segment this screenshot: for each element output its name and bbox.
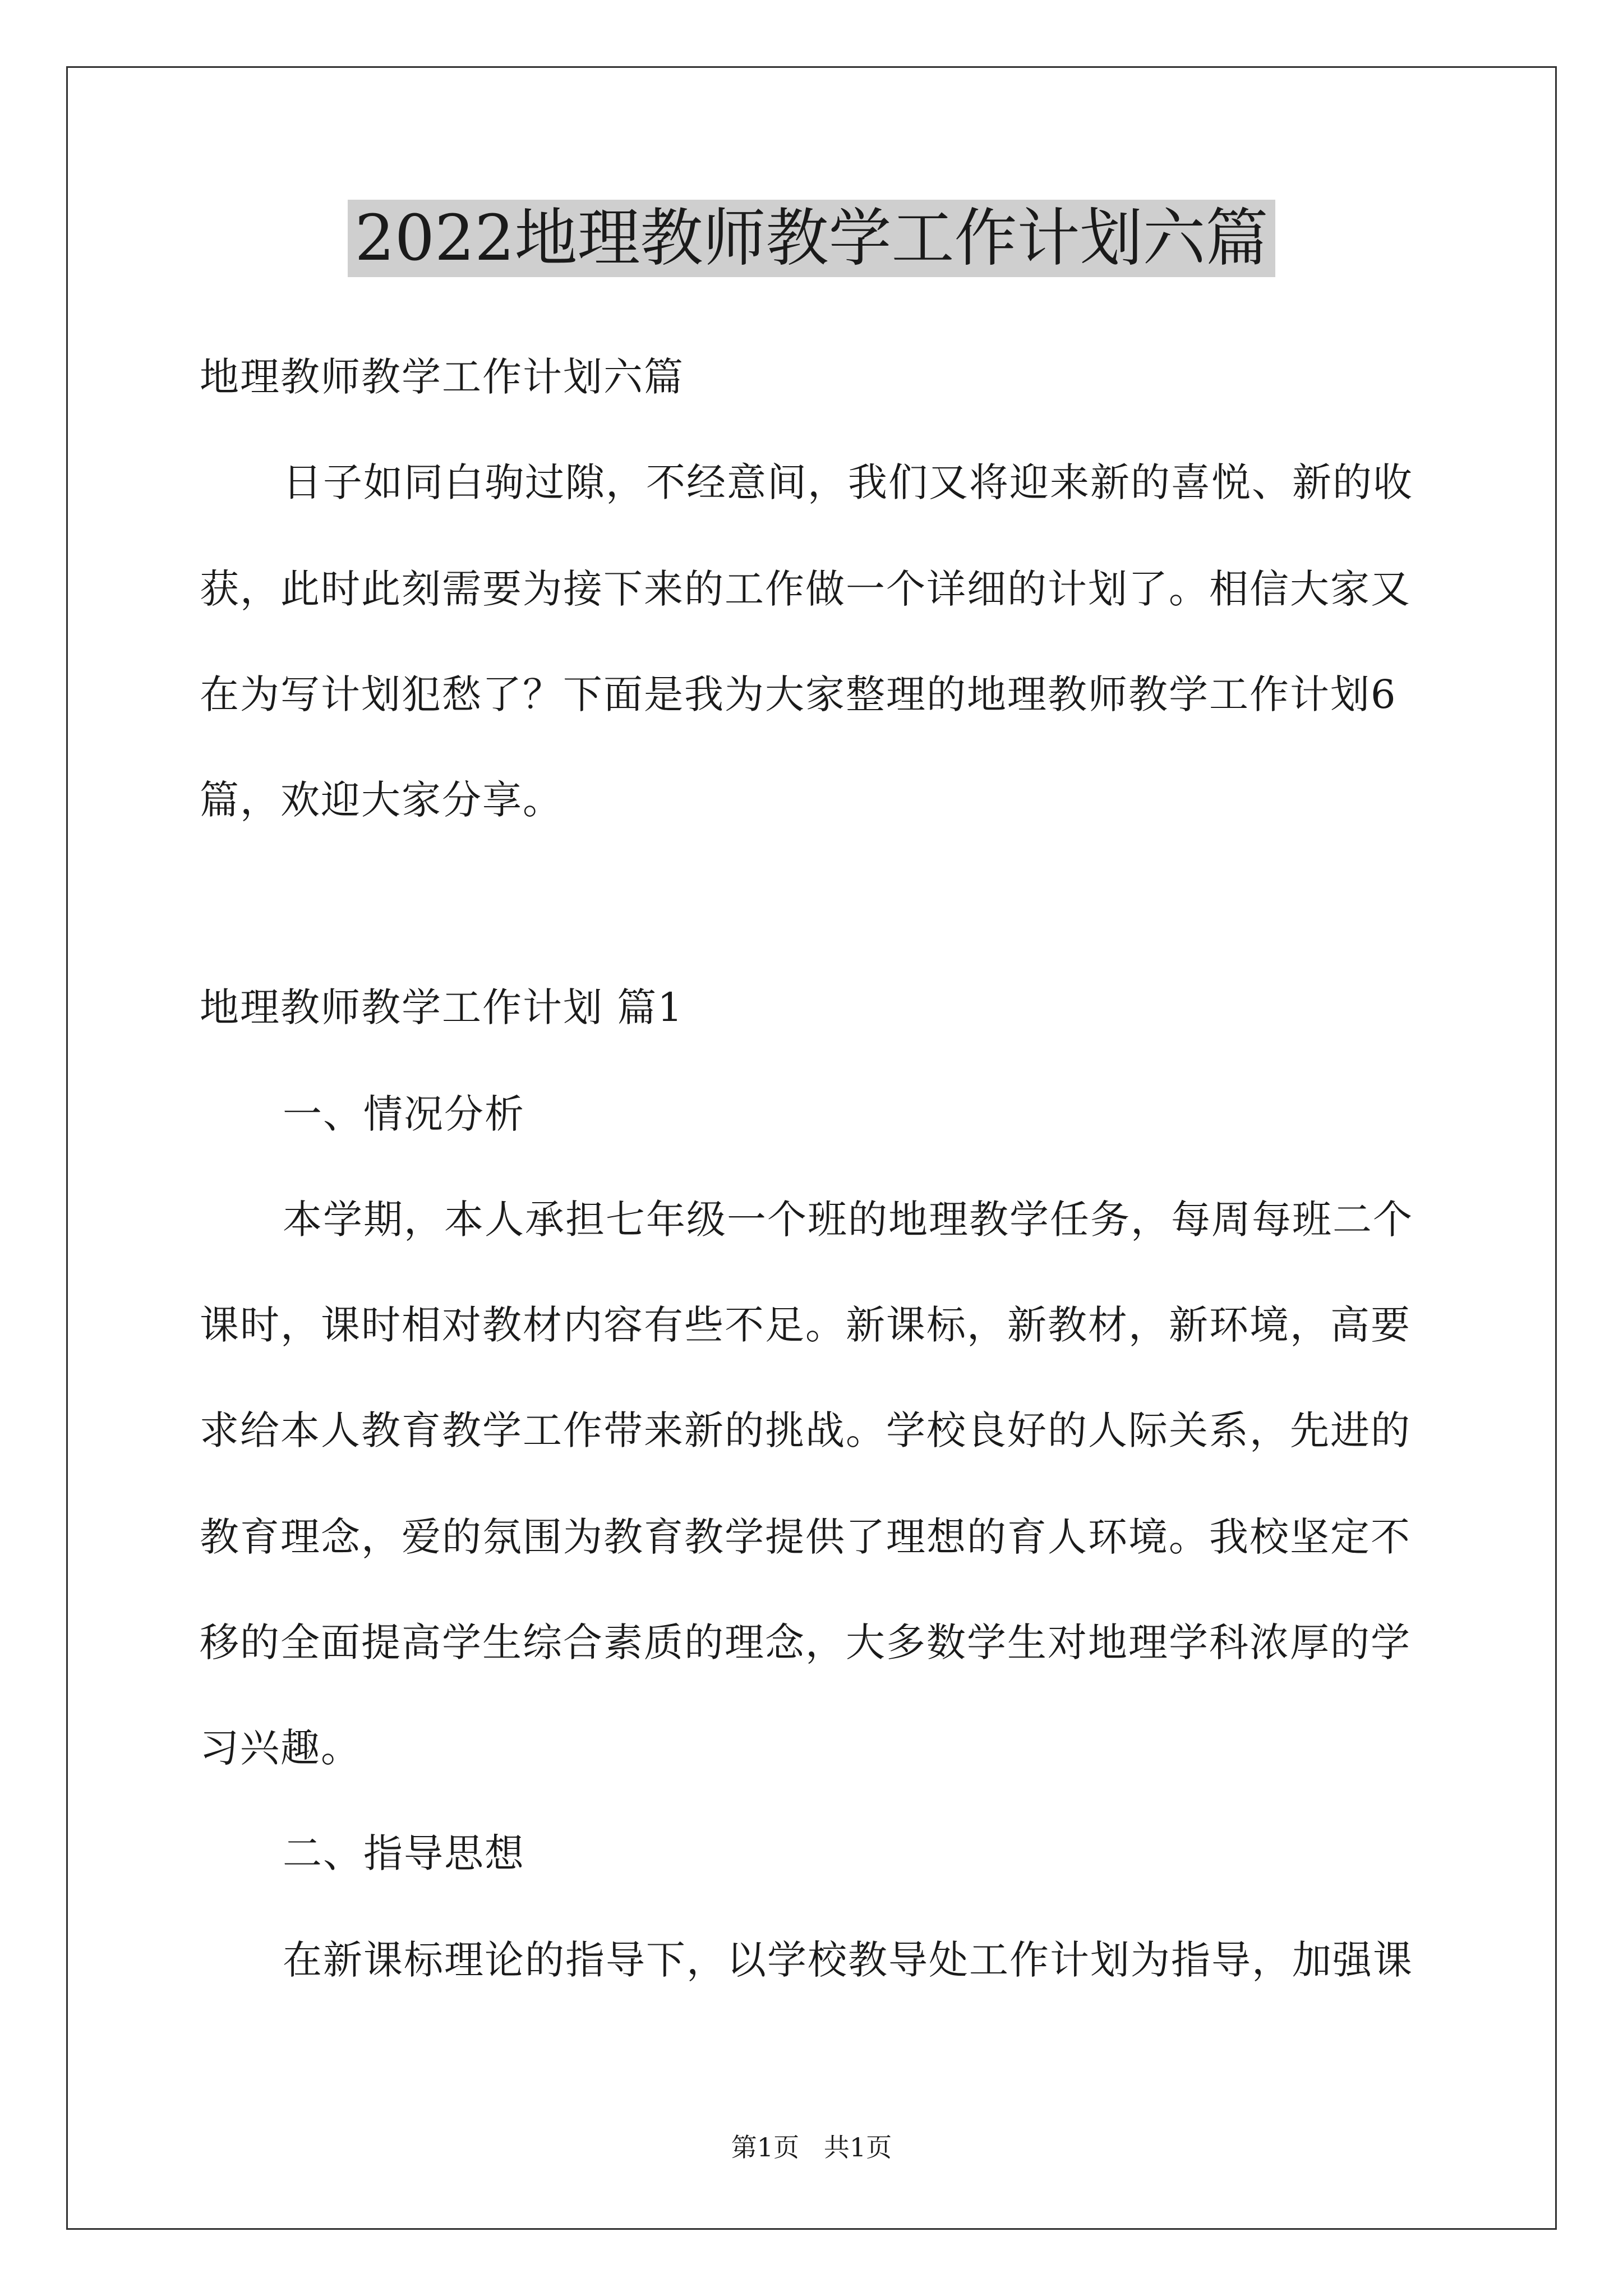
paragraph-line: 在为写计划犯愁了？下面是我为大家整理的地理教师教学工作计划6	[200, 671, 1397, 717]
paragraph-line: 本学期，本人承担七年级一个班的地理教学任务，每周每班二个	[283, 1197, 1413, 1243]
paragraph-line: 在新课标理论的指导下，以学校教导处工作计划为指导，加强课	[283, 1937, 1413, 1983]
subtitle-line: 地理教师教学工作计划六篇	[200, 354, 684, 400]
paragraph-line: 移的全面提高学生综合素质的理念，大多数学生对地理学科浓厚的学	[200, 1619, 1411, 1665]
document-title-text: 2022地理教师教学工作计划六篇	[348, 200, 1275, 277]
subsection-heading: 一、情况分析	[283, 1091, 525, 1137]
paragraph-line: 日子如同白驹过隙，不经意间，我们又将迎来新的喜悦、新的收	[283, 459, 1413, 505]
subsection-heading: 二、指导思想	[283, 1830, 525, 1876]
document-title	[0, 200, 1623, 277]
paragraph-line: 篇，欢迎大家分享。	[200, 777, 563, 823]
paragraph-line: 获，此时此刻需要为接下来的工作做一个详细的计划了。相信大家又	[200, 566, 1411, 612]
paragraph-line: 教育理念，爱的氛围为教育教学提供了理想的育人环境。我校坚定不	[200, 1514, 1411, 1560]
page-footer: 第1页 共1页	[731, 2132, 892, 2162]
paragraph-line: 求给本人教育教学工作带来新的挑战。学校良好的人际关系，先进的	[200, 1407, 1411, 1453]
paragraph-line: 习兴趣。	[200, 1725, 361, 1771]
section-heading: 地理教师教学工作计划 篇1	[200, 984, 684, 1030]
paragraph-line: 课时，课时相对教材内容有些不足。新课标，新教材，新环境，高要	[200, 1302, 1411, 1348]
